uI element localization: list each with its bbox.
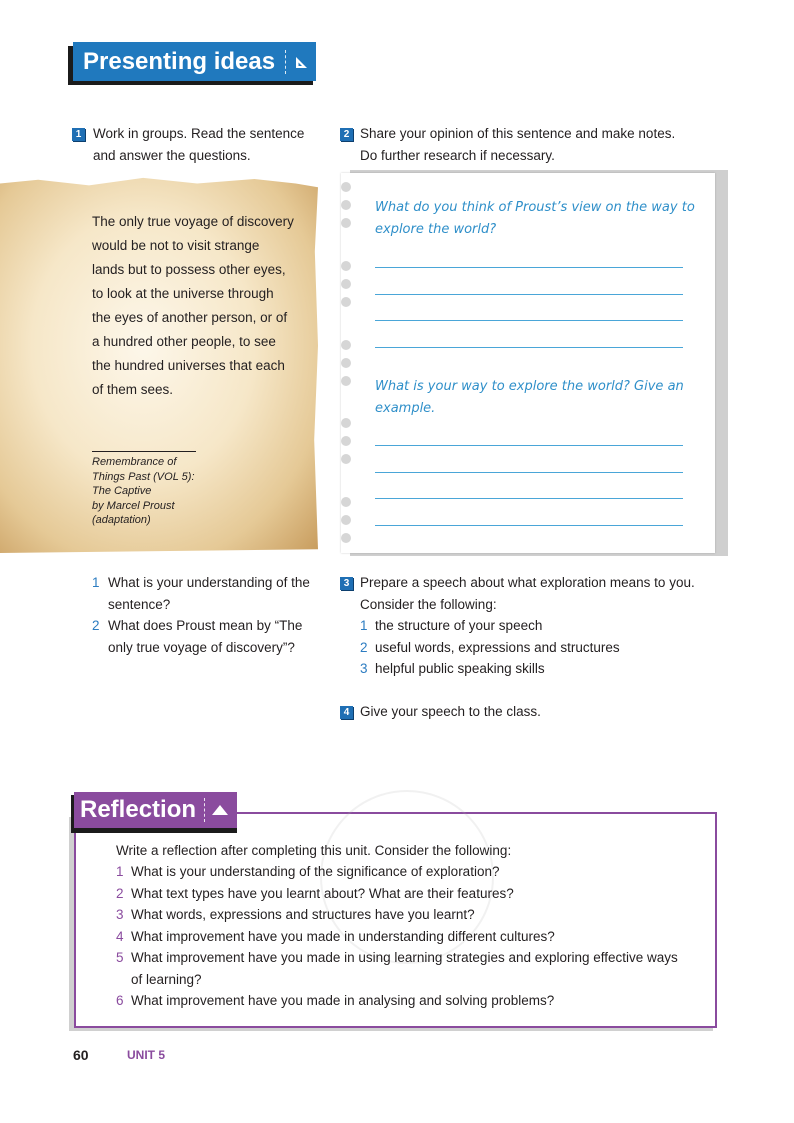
header-divider	[204, 798, 205, 822]
item-number: 3	[116, 907, 124, 922]
list-item	[360, 637, 720, 659]
writing-line[interactable]	[375, 445, 683, 446]
notebook-prompt-2	[375, 376, 684, 420]
list-item	[116, 926, 686, 948]
quote-line: lands but to possess other eyes,	[92, 262, 286, 277]
quote-line: a hundred other people, to see	[92, 334, 276, 349]
quote-line: the hundred universes that each	[92, 358, 285, 373]
unit-label: UNIT 5	[127, 1048, 166, 1062]
quote-line: the eyes of another person, or of	[92, 310, 288, 325]
header-divider	[285, 50, 286, 74]
item-number: 5	[116, 950, 124, 965]
item-number: 1	[92, 575, 100, 590]
writing-line[interactable]	[375, 320, 683, 321]
item-text: What is your understanding of the	[108, 575, 310, 590]
list-item	[116, 990, 686, 1012]
list-item	[360, 658, 720, 680]
item-text: only true voyage of discovery”?	[108, 639, 295, 655]
task-1-number: 1	[72, 128, 85, 141]
prompt-line: example.	[375, 401, 436, 416]
writing-line[interactable]	[375, 267, 683, 268]
reflection-title: Reflection	[80, 796, 197, 823]
task-4-number: 4	[340, 706, 353, 719]
task-2-line: Share your opinion of this sentence and make notes.	[360, 126, 676, 141]
ring-hole	[341, 376, 351, 386]
reflection-intro: Write a reflection after completing this unit. Consider the following:	[116, 843, 512, 858]
item-number: 2	[92, 618, 100, 633]
writing-line[interactable]	[375, 498, 683, 499]
quote-text	[92, 210, 307, 402]
item-text: useful words, expressions and structures	[375, 639, 620, 655]
notebook-prompt-1	[375, 197, 695, 241]
task-4-instruction: Give your speech to the class.	[360, 704, 541, 719]
page-number: 60	[73, 1047, 89, 1063]
ring-hole	[341, 261, 351, 271]
task-1-line: Work in groups. Read the sentence	[93, 126, 305, 141]
item-number: 6	[116, 993, 124, 1008]
ring-hole	[341, 515, 351, 525]
task-3-instruction	[360, 572, 695, 615]
source-line: by Marcel Proust	[92, 499, 175, 512]
list-item	[116, 947, 686, 990]
task-3-line: Prepare a speech about what exploration means to you.	[360, 575, 695, 590]
list-item	[116, 883, 686, 905]
task-1-questions	[92, 572, 332, 658]
writing-line[interactable]	[375, 347, 683, 348]
source-line: (adaptation)	[92, 514, 151, 526]
triangle-ruler-icon	[294, 55, 308, 69]
ring-hole	[341, 279, 351, 289]
presenting-header	[73, 42, 316, 81]
item-text: What text types have you learnt about? What are their features?	[131, 885, 514, 901]
quote-line: would be not to visit strange	[92, 238, 260, 253]
item-number: 4	[116, 928, 124, 944]
item-number: 2	[116, 885, 124, 901]
arrow-up-icon	[211, 804, 229, 816]
task-2-number: 2	[340, 128, 353, 141]
task-3-items	[360, 615, 720, 680]
source-line: Things Past (VOL 5):	[92, 470, 195, 483]
item-text: the structure of your speech	[375, 618, 543, 633]
ring-hole	[341, 418, 351, 428]
list-item	[116, 861, 686, 883]
item-text: What improvement have you made in understanding different cultures?	[131, 928, 555, 944]
source-line: Remembrance of	[92, 456, 177, 468]
ring-hole	[341, 182, 351, 192]
item-number: 1	[116, 864, 124, 879]
item-text: helpful public speaking skills	[375, 661, 545, 676]
presenting-title: Presenting ideas	[83, 47, 276, 75]
ring-hole	[341, 533, 351, 543]
item-text: What improvement have you made in analysing and solving problems?	[131, 993, 555, 1008]
writing-line[interactable]	[375, 472, 683, 473]
ring-hole	[341, 297, 351, 307]
quote-line: to look at the universe through	[92, 286, 274, 301]
list-item	[92, 572, 332, 615]
item-number: 3	[360, 661, 368, 676]
ring-hole	[341, 454, 351, 464]
item-number: 1	[360, 618, 368, 633]
list-item	[92, 615, 332, 658]
item-text: What does Proust mean by “The	[108, 618, 303, 633]
item-text: What words, expressions and structures have you learnt?	[131, 907, 475, 922]
ring-hole	[341, 436, 351, 446]
ring-hole	[341, 200, 351, 210]
task-3-line: Consider the following:	[360, 596, 497, 612]
task-1-line: and answer the questions.	[93, 147, 251, 163]
item-text: What improvement have you made in using learning strategies and exploring effective ways	[131, 950, 678, 965]
source-rule	[92, 451, 196, 452]
list-item	[360, 615, 720, 637]
writing-line[interactable]	[375, 294, 683, 295]
ring-hole	[341, 497, 351, 507]
task-3-number: 3	[340, 577, 353, 590]
ring-hole	[341, 218, 351, 228]
item-text: sentence?	[108, 596, 171, 612]
task-2-line: Do further research if necessary.	[360, 147, 555, 163]
reflection-questions	[116, 861, 686, 1012]
list-item	[116, 904, 686, 926]
item-text: of learning?	[131, 971, 202, 987]
ring-hole	[341, 358, 351, 368]
task-1-instruction	[93, 123, 304, 166]
quote-source	[92, 455, 195, 528]
quote-line: of them sees.	[92, 382, 174, 397]
ring-hole	[341, 340, 351, 350]
writing-line[interactable]	[375, 525, 683, 526]
prompt-line: What is your way to explore the world? Give an	[375, 379, 684, 394]
task-2-instruction	[360, 123, 675, 166]
reflection-header	[74, 792, 237, 828]
quote-line: The only true voyage of discovery	[92, 214, 294, 229]
source-line: The Captive	[92, 485, 152, 497]
item-text: What is your understanding of the significance of exploration?	[131, 864, 500, 879]
prompt-line: explore the world?	[375, 222, 497, 237]
item-number: 2	[360, 639, 368, 655]
prompt-line: What do you think of Proust’s view on the way to	[375, 200, 695, 215]
